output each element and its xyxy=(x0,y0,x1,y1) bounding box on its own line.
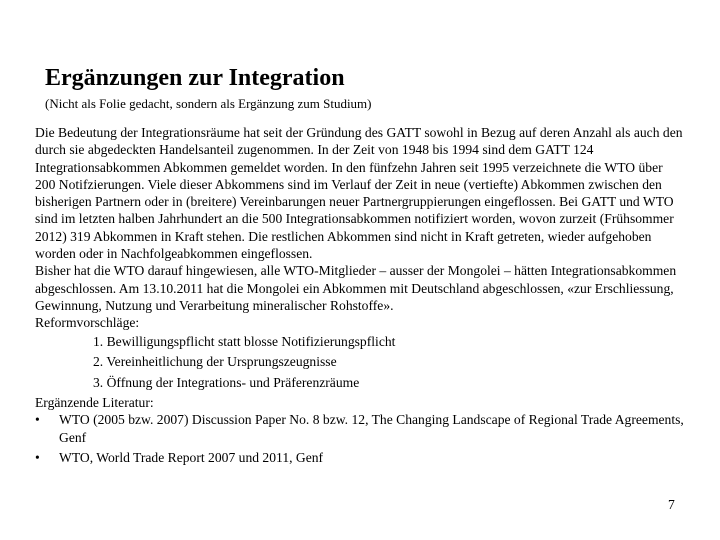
literature-item xyxy=(35,411,685,449)
literature-list xyxy=(35,411,685,469)
literature-item-text: WTO (2005 bzw. 2007) Discussion Paper No. 8 bzw. 12, The Changing Landscape of Regional Trade Agreements, Genf xyxy=(59,412,684,445)
reform-item: 2. Vereinheitlichung der Ursprungszeugnisse xyxy=(93,354,337,370)
slide-subtitle: (Nicht als Folie gedacht, sondern als Ergänzung zum Studium) xyxy=(45,96,372,111)
paragraph-wto-members: Bisher hat die WTO darauf hingewiesen, alle WTO-Mitglieder – ausser der Mongolei – hätten Integrationsabkommen abgeschlossen. Am 13.10.2011 hat die Mongolei ein Abkommen mit Deutschland abgeschlossen, «zur Erschliessung, Gewinnung, Nutzung und Verarbeitung mineralischer Rohstoffe». xyxy=(35,263,677,313)
slide-title: Ergänzungen zur Integration xyxy=(45,65,345,91)
literature-item-text: WTO, World Trade Report 2007 und 2011, Genf xyxy=(59,449,324,465)
paragraph-integration-history: Die Bedeutung der Integrationsräume hat seit der Gründung des GATT sowohl in Bezug auf deren Anzahl als auch den durch sie abgedeckten Handelsanteil zugenommen. In der Zeit von 1948 bis 1994 sind dem GATT 124 Integrationsabkommen Abkommen gemeldet worden. In den fünfzehn Jahren seit 1995 verzeichnete die WTO über 200 Notifzierungen. Viele dieser Abkommens sind im Verlauf der Zeit in neue (vertiefte) Abkommen zwischen den bisherigen Partnern oder in (breitere) Vereinbarungen neuer Partnergruppierungen eingeflossen. Bei GATT und WTO sind im letzten halben Jahrhundert an die 500 Integrationsabkommen notifiziert worden, wovon zurzeit (Frühsommer 2012) 319 Abkommen in Kraft stehen. Die restlichen Abkommen sind nicht in Kraft getreten, wieder aufgehoben worden oder in Nachfolgeabkommen eingeflossen. xyxy=(35,125,683,262)
bullet-icon: • xyxy=(35,412,40,428)
reform-item: 3. Öffnung der Integrations- und Präferenzräume xyxy=(93,375,360,391)
literature-heading: Ergänzende Literatur: xyxy=(35,394,154,410)
bullet-icon: • xyxy=(35,449,40,465)
reform-item: 1. Bewilligungspflicht statt blosse Notifizierungspflicht xyxy=(93,333,396,349)
page-number: 7 xyxy=(668,497,675,512)
reform-heading: Reformvorschläge: xyxy=(35,315,140,331)
body-text xyxy=(35,124,685,469)
reform-list xyxy=(35,332,685,394)
literature-item xyxy=(35,449,685,469)
